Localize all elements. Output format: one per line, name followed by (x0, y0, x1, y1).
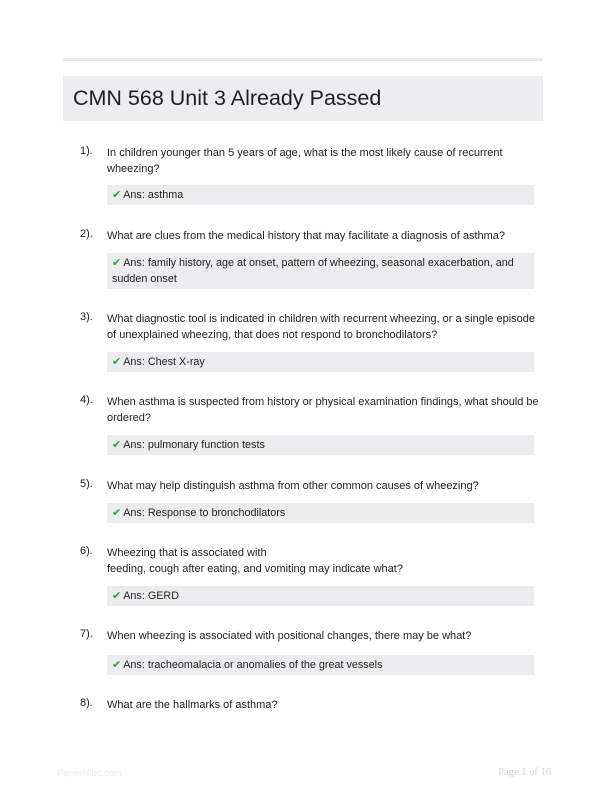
question-number: 6). (80, 545, 93, 557)
title-bar (63, 76, 543, 121)
question-text-line: Wheezing that is associated with (107, 547, 267, 559)
page-title: CMN 568 Unit 3 Already Passed (73, 86, 382, 110)
answer-text: Ans: Chest X-ray (123, 356, 205, 368)
checkmark-icon: ✔ (112, 439, 122, 451)
top-divider (63, 58, 543, 61)
question-number: 5). (80, 478, 93, 490)
checkmark-icon: ✔ (112, 590, 122, 602)
question-number: 4). (80, 394, 93, 406)
answer-text: Ans: pulmonary function tests (123, 439, 265, 451)
question-text: When asthma is suspected from history or physical examination findings, what should be ordered? (107, 396, 539, 424)
question-text-line: feeding, cough after eating, and vomiting may indicate what? (107, 563, 403, 575)
answer-text: Ans: family history, age at onset, pattern of wheezing, seasonal exacerbation, and sudden onset (112, 257, 514, 285)
question-number: 8). (80, 697, 93, 709)
question-number: 7). (80, 628, 93, 640)
checkmark-icon: ✔ (112, 257, 122, 269)
answer-box (107, 435, 534, 455)
answer-text: Ans: asthma (123, 189, 184, 201)
answer-text: Ans: Response to bronchodilators (123, 507, 286, 519)
answer-text: Ans: tracheomalacia or anomalies of the great vessels (123, 659, 383, 671)
question-text: When wheezing is associated with positional changes, there may be what? (107, 630, 472, 642)
answer-box (107, 352, 534, 372)
question-number: 3). (80, 311, 93, 323)
checkmark-icon: ✔ (112, 356, 122, 368)
answer-box (107, 503, 534, 523)
page-number: Page 1 of 16 (498, 767, 551, 778)
answer-text: Ans: GERD (123, 590, 180, 602)
footer-watermark: PaperNibc.com (57, 768, 122, 779)
question-text: What are clues from the medical history that may facilitate a diagnosis of asthma? (107, 230, 506, 242)
question-number: 1). (80, 145, 93, 157)
question-text: In children younger than 5 years of age, what is the most likely cause of recurrent wheezing? (107, 147, 503, 175)
question-text: What diagnostic tool is indicated in children with recurrent wheezing, or a single episode of unexplained wheezing, that does not respond to bronchodilators? (107, 313, 536, 341)
question-text (107, 545, 542, 577)
answer-box (107, 655, 534, 675)
question-text: What are the hallmarks of asthma? (107, 699, 278, 711)
answer-box (107, 185, 534, 205)
checkmark-icon: ✔ (112, 189, 122, 201)
answer-box (107, 586, 534, 606)
question-text: What may help distinguish asthma from other common causes of wheezing? (107, 480, 479, 492)
answer-box (107, 253, 534, 289)
question-number: 2). (80, 228, 93, 240)
checkmark-icon: ✔ (112, 507, 122, 519)
checkmark-icon: ✔ (112, 659, 122, 671)
